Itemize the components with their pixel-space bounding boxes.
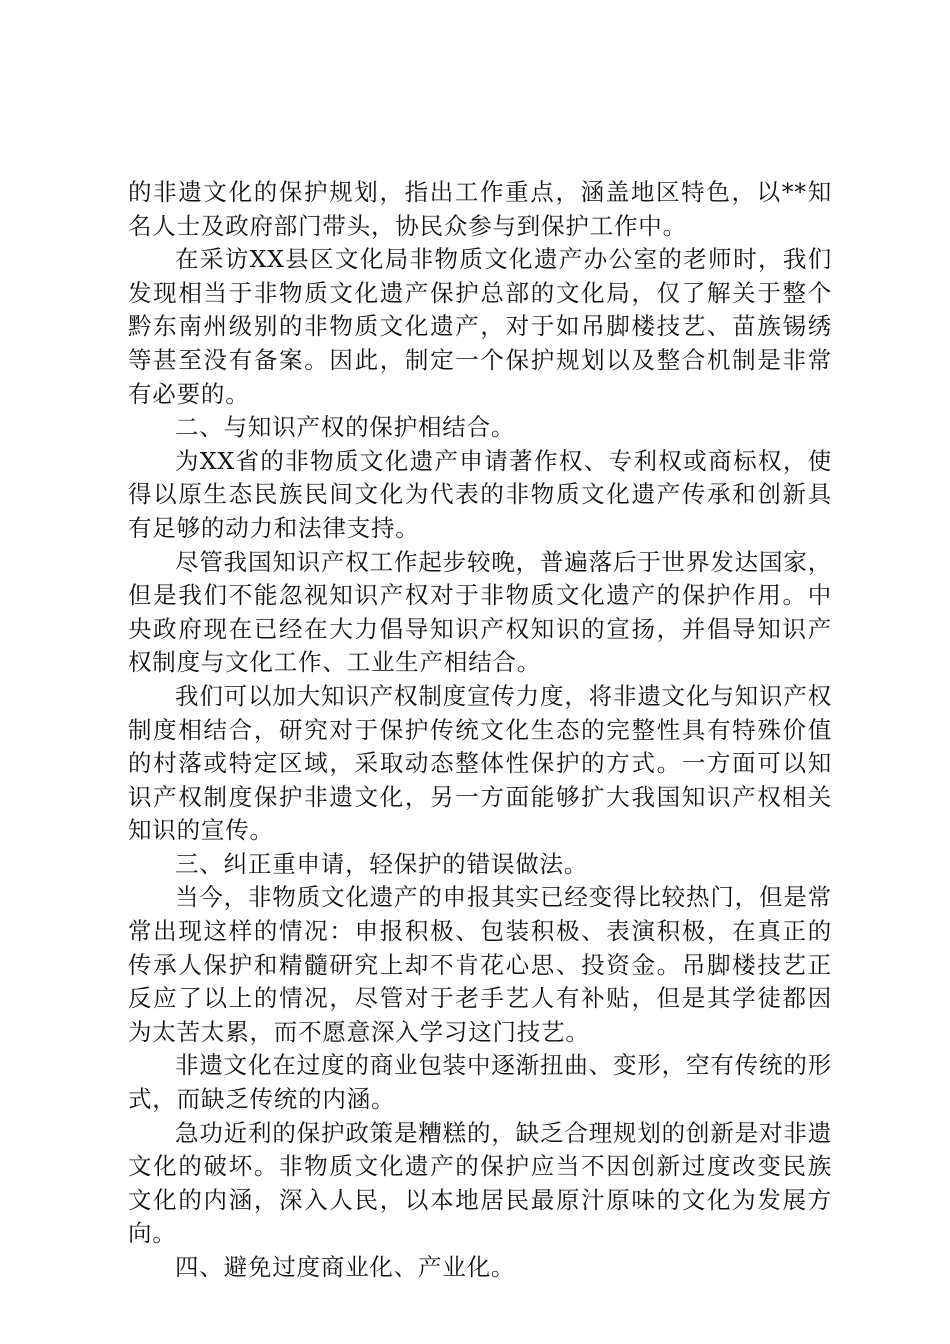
paragraph-5: 尽管我国知识产权工作起步较晚，普遍落后于世界发达国家，但是我们不能忽视知识产权对于非物质文化遗产的保护作用。中央政府现在已经在大力倡导知识产权知识的宣扬，并倡导知识产权制度与文化工作、工业生产相结合。 (128, 547, 832, 677)
paragraph-4: 为XX省的非物质文化遗产申请著作权、专利权或商标权，使得以原生态民族民间文化为代表的非物质文化遗产传承和创新具有足够的动力和法律支持。 (128, 446, 832, 542)
section-heading-4: 四、避免过度商业化、产业化。 (175, 1253, 516, 1281)
section-heading-2: 二、与知识产权的保护相结合。 (175, 413, 516, 442)
paragraph-8: 当今，非物质文化遗产的申报其实已经变得比较热门，但是常常出现这样的情况：申报积极、包装积极、表演积极，在真正的传承人保护和精髓研究上却不肯花心思、投资金。吊脚楼技艺正反应了以上的情况，尽管对于老手艺人有补贴，但是其学徒都因为太苦太累，而不愿意深入学习这门技艺。 (128, 883, 832, 1046)
document-body (128, 176, 832, 1285)
section-heading-3: 三、纠正重申请，轻保护的错误做法。 (175, 849, 589, 878)
paragraph-1: 的非遗文化的保护规划，指出工作重点，涵盖地区特色，以**知名人士及政府部门带头，协民众参与到保护工作中。 (128, 178, 832, 240)
paragraph-2: 在采访XX县区文化局非物质文化遗产办公室的老师时，我们发现相当于非物质文化遗产保护总部的文化局，仅了解关于整个黔东南州级别的非物质文化遗产，对于如吊脚楼技艺、苗族锡绣等甚至没有备案。因此，制定一个保护规划以及整合机制是非常有必要的。 (128, 245, 832, 408)
paragraph-9: 非遗文化在过度的商业包装中逐渐扭曲、变形，空有传统的形式，而缺乏传统的内涵。 (128, 1051, 832, 1114)
paragraph-6: 我们可以加大知识产权制度宣传力度，将非遗文化与知识产权制度相结合，研究对于保护传统文化生态的完整性具有特殊价值的村落或特定区域，采取动态整体性保护的方式。一方面可以知识产权制度保护非遗文化，另一方面能够扩大我国知识产权相关知识的宣传。 (128, 681, 832, 845)
paragraph-10: 急功近利的保护政策是糟糕的，缺乏合理规划的创新是对非遗文化的破坏。非物质文化遗产的保护应当不因创新过度改变民族文化的内涵，深入人民，以本地居民最原汁原味的文化为发展方向。 (128, 1118, 832, 1248)
